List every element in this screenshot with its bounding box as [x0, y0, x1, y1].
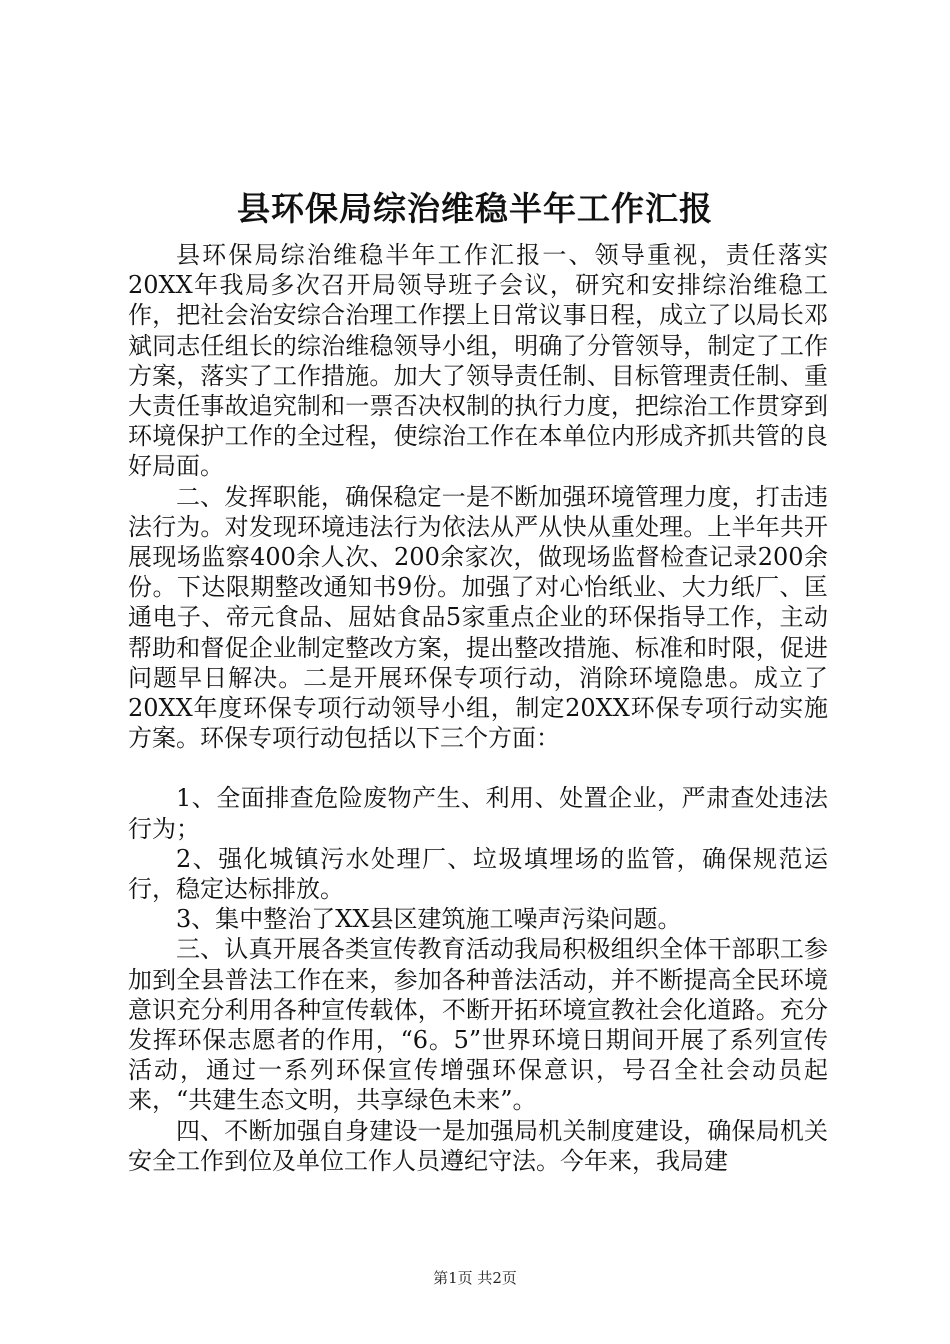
document-body: [128, 240, 828, 1176]
page-footer: 第1页 共2页: [433, 1269, 517, 1287]
list-item-3: 3、集中整治了XX县区建筑施工噪声污染问题。: [176, 905, 682, 934]
paragraph-section-3: 三、认真开展各类宣传教育活动我局积极组织全体干部职工参加到全县普法工作在来，参加各种普法活动，并不断提高全民环境意识充分利用各种宣传载体，不断开拓环境宣教社会化道路。充分发挥环保志愿者的作用，“6。5”世界环境日期间开展了系列宣传活动，通过一系列环保宣传增强环保意识，号召全社会动员起来，“共建生态文明，共享绿色未来”。: [128, 935, 828, 1115]
document-title: 县环保局综治维稳半年工作汇报: [237, 189, 713, 228]
list-item-1: 1、全面排查危险废物产生、利用、处置企业，严肃查处违法行为；: [128, 784, 828, 843]
paragraph-section-2: 二、发挥职能，确保稳定一是不断加强环境管理力度，打击违法行为。对发现环境违法行为依法从严从快从重处理。上半年共开展现场监察400余人次、200余家次，做现场监督检查记录200余份。下达限期整改通知书9份。加强了对心怡纸业、大力纸厂、匡通电子、帝元食品、屈姑食品5家重点企业的环保指导工作，主动帮助和督促企业制定整改方案，提出整改措施、标准和时限，促进问题早日解决。二是开展环保专项行动，消除环境隐患。成立了20XX年度环保专项行动领导小组，制定20XX环保专项行动实施方案。环保专项行动包括以下三个方面：: [128, 482, 828, 753]
list-item-2: 2、强化城镇污水处理厂、垃圾填埋场的监管，确保规范运行，稳定达标排放。: [128, 844, 828, 904]
paragraph-section-1: 县环保局综治维稳半年工作汇报一、领导重视，责任落实20XX年我局多次召开局领导班子会议，研究和安排综治维稳工作，把社会治安综合治理工作摆上日常议事日程，成立了以局长邓斌同志任组长的综治维稳领导小组，明确了分管领导，制定了工作方案，落实了工作措施。加大了领导责任制、目标管理责任制、重大责任事故追究制和一票否决权制的执行力度，把综治工作贯穿到环境保护工作的全过程，使综治工作在本单位内形成齐抓共管的良好局面。: [128, 241, 828, 481]
paragraph-section-4: 四、不断加强自身建设一是加强局机关制度建设，确保局机关安全工作到位及单位工作人员遵纪守法。今年来，我局建: [128, 1116, 828, 1175]
paragraph-spacer: [128, 753, 828, 783]
